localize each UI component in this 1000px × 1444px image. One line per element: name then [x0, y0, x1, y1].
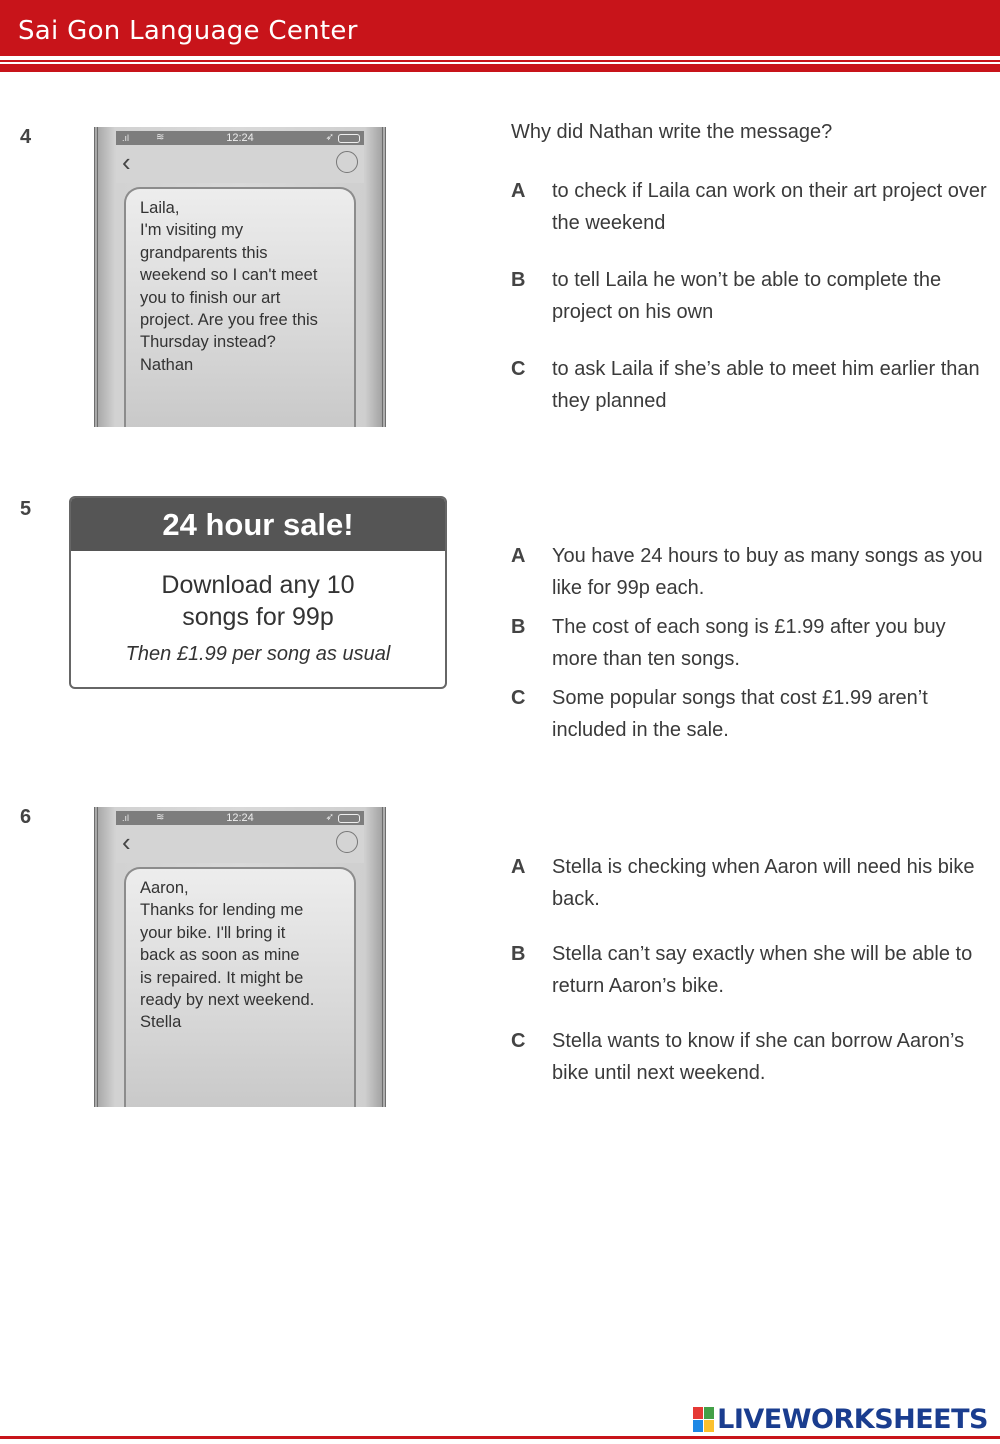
sale-body: Download any 10 songs for 99p: [161, 571, 355, 631]
question-6-option-a[interactable]: [511, 852, 991, 915]
option-letter: B: [511, 943, 526, 965]
question-4-phone-image: [94, 127, 386, 427]
question-4-option-b[interactable]: [511, 265, 991, 328]
question-4-text: Why did Nathan write the message?: [511, 121, 833, 143]
header-rule-gap: [0, 62, 1000, 64]
option-letter: B: [511, 269, 526, 291]
signal-icon: .ıl: [122, 133, 130, 143]
circle-icon: [336, 151, 358, 173]
battery-icon: [338, 134, 360, 143]
option-letter: A: [511, 545, 526, 567]
option-text: Stella is checking when Aaron will need his bike back.: [552, 856, 975, 910]
logo-square: [693, 1407, 703, 1419]
option-text: Some popular songs that cost £1.99 aren’t included in the sale.: [552, 687, 928, 741]
question-4-option-a[interactable]: [511, 176, 991, 239]
option-letter: C: [511, 358, 526, 380]
liveworksheets-logo: [693, 1404, 988, 1434]
wifi-icon: ≋: [156, 132, 165, 143]
wifi-icon: ≋: [156, 812, 165, 823]
question-6-option-b[interactable]: [511, 939, 991, 1002]
battery-icon: [338, 814, 360, 823]
location-icon: ➶: [325, 132, 334, 143]
question-6-phone-image: [94, 807, 386, 1107]
phone-time: 12:24: [226, 812, 254, 824]
option-text: Stella can’t say exactly when she will be able to return Aaron’s bike.: [552, 943, 973, 997]
question-6-option-c[interactable]: [511, 1026, 991, 1089]
question-4-option-c[interactable]: [511, 354, 991, 417]
option-letter: C: [511, 1030, 526, 1052]
option-letter: C: [511, 687, 526, 709]
footer-rule: [0, 1436, 1000, 1439]
phone-status-bar: [116, 131, 364, 145]
option-text: to ask Laila if she’s able to meet him earlier than they planned: [552, 358, 980, 412]
logo-mark-icon: [693, 1407, 714, 1432]
question-6-number: 6: [20, 806, 32, 828]
sale-note: Then £1.99 per song as usual: [125, 643, 391, 665]
message-text: Laila, I'm visiting my grandparents this weekend so I can't meet you to finish our art project. Are you free this Thursday instead? Nathan: [140, 199, 318, 374]
logo-text: LIVEWORKSHEETS: [717, 1403, 988, 1435]
message-bubble: [124, 867, 356, 1107]
circle-icon: [336, 831, 358, 853]
phone-status-bar: [116, 811, 364, 825]
logo-square: [704, 1420, 714, 1432]
sale-notice: [69, 496, 447, 689]
back-chevron-icon: ‹: [122, 827, 131, 857]
location-icon: ➶: [325, 812, 334, 823]
option-letter: A: [511, 180, 526, 202]
signal-icon: .ıl: [122, 813, 130, 823]
option-text: to tell Laila he won’t be able to complete the project on his own: [552, 269, 942, 323]
question-5-option-c[interactable]: [511, 683, 991, 746]
question-5-option-a[interactable]: [511, 541, 991, 604]
option-letter: A: [511, 856, 526, 878]
option-text: The cost of each song is £1.99 after you buy more than ten songs.: [552, 616, 946, 670]
question-4-number: 4: [20, 126, 32, 148]
option-letter: B: [511, 616, 526, 638]
phone-time: 12:24: [226, 132, 254, 144]
logo-square: [704, 1407, 714, 1419]
message-text: Aaron, Thanks for lending me your bike. I'll bring it back as soon as mine is repaired. It might be ready by next weekend. Stella: [140, 879, 315, 1032]
option-text: You have 24 hours to buy as many songs as you like for 99p each.: [552, 545, 983, 599]
option-text: to check if Laila can work on their art project over the weekend: [552, 180, 987, 234]
sale-title: 24 hour sale!: [71, 498, 445, 551]
logo-square: [693, 1420, 703, 1432]
phone-nav-bar: [116, 145, 364, 183]
back-chevron-icon: ‹: [122, 147, 131, 177]
option-text: Stella wants to know if she can borrow Aaron’s bike until next weekend.: [552, 1030, 965, 1084]
header-bar: [0, 0, 1000, 56]
question-5-number: 5: [20, 498, 32, 520]
question-5-option-b[interactable]: [511, 612, 991, 675]
phone-nav-bar: [116, 825, 364, 863]
message-bubble: [124, 187, 356, 427]
header-title: Sai Gon Language Center: [18, 16, 358, 46]
